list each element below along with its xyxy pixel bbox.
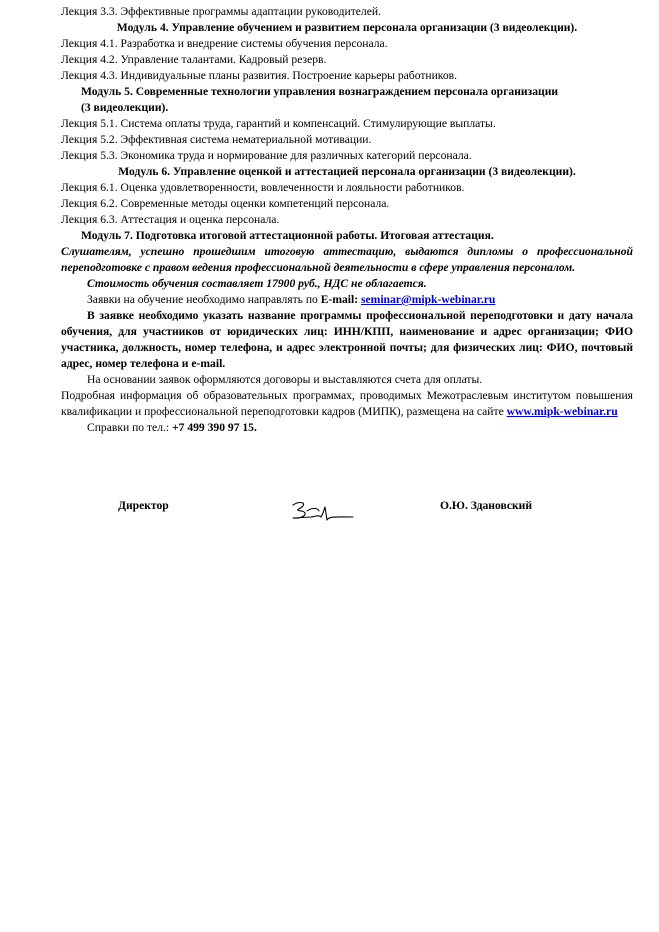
document-body bbox=[61, 4, 633, 436]
site-link[interactable]: www.mipk-webinar.ru bbox=[506, 405, 618, 418]
lecture-6-3: Лекция 6.3. Аттестация и оценка персонала. bbox=[61, 213, 280, 226]
lecture-6-1: Лекция 6.1. Оценка удовлетворенности, вовлеченности и лояльности работников. bbox=[61, 181, 465, 194]
module-4-title: Модуль 4. Управление обучением и развитием персонала организации (3 видеолекции). bbox=[116, 21, 578, 34]
handwritten-signature bbox=[287, 493, 357, 527]
info-text: Подробная информация об образовательных программах, проводимых Межотраслевым институтом повышения квалификации и профессиональной переподготовки кадров (МИПК), размещена на сайте bbox=[61, 389, 633, 418]
phone-paragraph bbox=[61, 420, 633, 436]
module-5-title-line1: Модуль 5. Современные технологии управления вознаграждением персонала организации bbox=[81, 85, 559, 98]
phone-label: Справки по тел.: bbox=[87, 421, 173, 434]
signature-row bbox=[61, 493, 633, 533]
requirements-paragraph: В заявке необходимо указать название программы профессиональной переподготовки и дату начала обучения, для участников от юридических лиц: ИНН/КПП, наименование и адрес организации; ФИО участника, должность, номер телефона, и адрес электронной почты; для физических лиц: ФИО, почтовый адрес, номер телефона и e-mail. bbox=[61, 309, 633, 370]
director-name: О.Ю. Здановский bbox=[440, 499, 533, 512]
email-link[interactable]: seminar@mipk-webinar.ru bbox=[361, 293, 496, 306]
lecture-4-3: Лекция 4.3. Индивидуальные планы развития. Построение карьеры работников. bbox=[61, 69, 458, 82]
lecture-5-2: Лекция 5.2. Эффективная система нематериальной мотивации. bbox=[61, 133, 372, 146]
phone-number: +7 499 390 97 15. bbox=[172, 421, 257, 434]
lecture-4-1: Лекция 4.1. Разработка и внедрение системы обучения персонала. bbox=[61, 37, 388, 50]
lecture-6-2: Лекция 6.2. Современные методы оценки компетенций персонала. bbox=[61, 197, 390, 210]
director-title: Директор bbox=[118, 499, 169, 512]
application-prefix: Заявки на обучение необходимо направлять по bbox=[87, 293, 321, 306]
lecture-5-3: Лекция 5.3. Экономика труда и нормирование для различных категорий персонала. bbox=[61, 149, 472, 162]
lecture-5-1: Лекция 5.1. Система оплаты труда, гарантий и компенсаций. Стимулирующие выплаты. bbox=[61, 117, 496, 130]
module-5-title-line2: (3 видеолекции). bbox=[81, 101, 169, 114]
email-label: E-mail: bbox=[320, 293, 359, 306]
cost-paragraph: Стоимость обучения составляет 17900 руб., НДС не облагается. bbox=[87, 277, 427, 290]
lecture-4-2: Лекция 4.2. Управление талантами. Кадровый резерв. bbox=[61, 53, 327, 66]
info-paragraph bbox=[61, 388, 633, 420]
module-6-title: Модуль 6. Управление оценкой и аттестацией персонала организации (3 видеолекции). bbox=[118, 165, 576, 178]
diploma-paragraph: Слушателям, успешно прошедшим итоговую аттестацию, выдаются дипломы о профессиональной переподготовке с правом ведения профессиональной деятельности в сфере управления персоналом. bbox=[61, 245, 633, 274]
application-paragraph bbox=[61, 292, 633, 308]
lecture-3-3: Лекция 3.3. Эффективные программы адаптации руководителей. bbox=[61, 5, 381, 18]
contracts-paragraph: На основании заявок оформляются договоры и выставляются счета для оплаты. bbox=[87, 373, 483, 386]
module-7-title: Модуль 7. Подготовка итоговой аттестационной работы. Итоговая аттестация. bbox=[81, 229, 494, 242]
